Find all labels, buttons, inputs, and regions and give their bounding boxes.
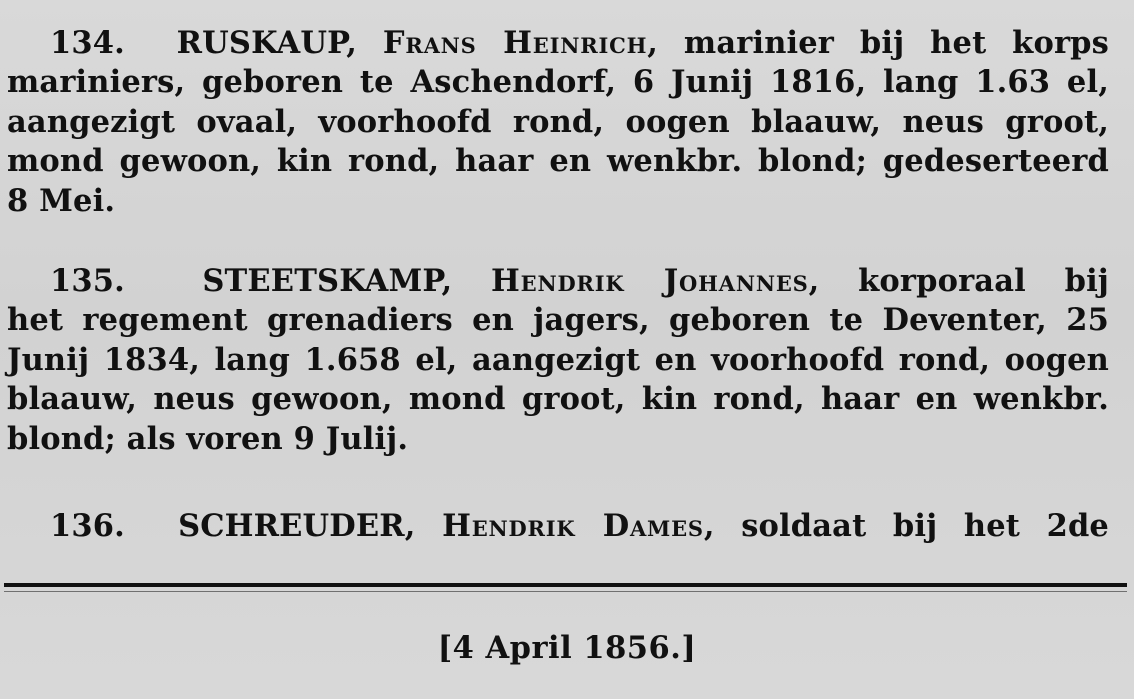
section-divider [4,583,1127,587]
entry-text-line: blond; als voren 9 Julij. [7,420,409,457]
entry-text-line: mariniers, geboren te Aschendorf, 6 Junij 1816, lang 1.63 el, [7,64,1109,101]
entry-number: 134. [50,25,125,61]
entry-text-line: Junij 1834, lang 1.658 el, aangezigt en voorhoofd rond, oogen [7,341,1109,378]
entry-surname: RUSKAUP, [176,25,383,61]
issue-date: [4 April 1856.] [437,630,697,666]
entry-first-line [7,262,1109,301]
entry-text: , soldaat bij het 2de [703,508,1109,544]
entry-given-names: Frans Heinrich [382,25,648,61]
entry-surname: STEETSKAMP, [202,263,492,299]
entry-text: , korporaal bij [808,263,1109,299]
entry-first-line [7,507,1109,546]
entry-given-names: Hendrik Dames [442,508,704,544]
entry-136 [7,507,1109,546]
entry-surname: SCHREUDER, [178,508,443,544]
section-divider-thin [4,591,1127,592]
entry-given-names: Hendrik Johannes [491,263,809,299]
entry-first-line [7,24,1109,63]
entry-text-line: aangezigt ovaal, voorhoofd rond, oogen blaauw, neus groot, [7,103,1109,140]
entry-134 [7,24,1109,221]
entry-text-line: 8 Mei. [7,182,116,219]
entry-text: , marinier bij het korps [647,25,1109,61]
entry-135 [7,262,1109,459]
entry-text-line: het regement grenadiers en jagers, geboren te Deventer, 25 [7,302,1109,339]
entry-text-line: mond gewoon, kin rond, haar en wenkbr. blond; gedeserteerd [7,143,1109,180]
entry-number: 136. [50,508,125,544]
entry-number: 135. [50,263,125,299]
entry-text-line: blaauw, neus gewoon, mond groot, kin rond, haar en wenkbr. [7,381,1109,418]
